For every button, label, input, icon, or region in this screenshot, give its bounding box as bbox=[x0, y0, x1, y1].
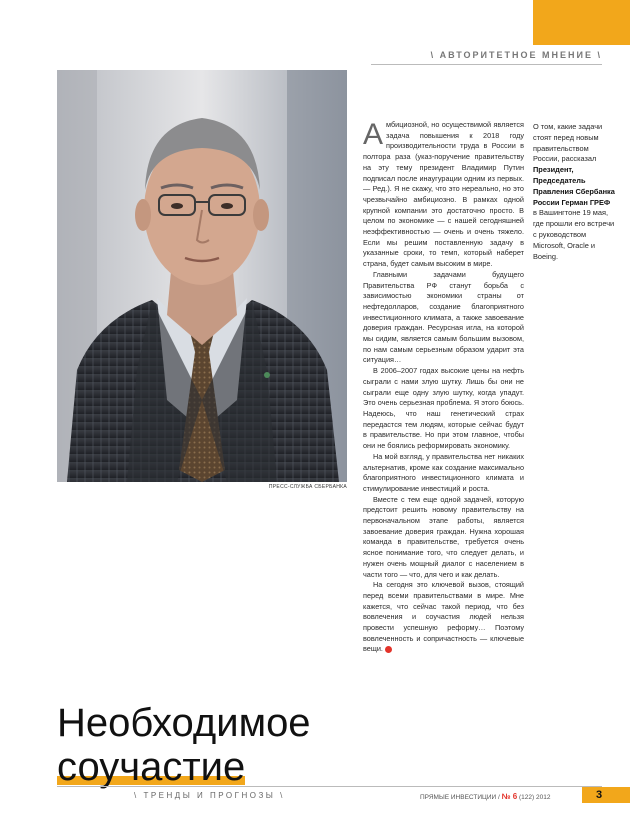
paragraph-3: В 2006–2007 годах высокие цены на нефть сыграли с нами злую шутку. Лишь бы они не сыграли еще одну злую шутку, когда упадут. Это очень серьезная проблема. Я этого боюсь. Надеюсь, что наш генетический страх передастся тем людям, которые сейчас будут в правительстве. Но при этом главное, чтобы они не боялись реформировать экономику. bbox=[363, 366, 524, 451]
paragraph-4: На мой взгляд, у правительства нет никаких альтернатив, кроме как создание максимально благоприятного инвестиционного климата и стимулирование инвестиций и роста. bbox=[363, 451, 524, 493]
intro-speaker: Президент, Председатель Правления Сбербанка России Герман ГРЕФ bbox=[533, 165, 615, 207]
paragraph-6-text: На сегодня это ключевой вызов, стоящий перед всеми правительствами в мире. Мне кажется, что сейчас такой период, что без вовлечения и соучастия людей нельзя провести успешную реформу… Поэтому вовлеченность и сопричастность — ключевые вещи. bbox=[363, 580, 524, 654]
end-of-article-icon bbox=[385, 646, 392, 653]
article-headline bbox=[57, 701, 357, 789]
paragraph-2: Главными задачами будущего Правительства РФ станут борьба с зависимостью экономики страны от нефтедолларов, создание благоприятного инвестиционного климата, а также завоевание доверия граждан. Ресурсная игла, на которой мы сидим, является самым большим вызовом, по нам самым серьезным образом ударит эта ситуация… bbox=[363, 269, 524, 365]
headline-line-1: Необходимое bbox=[57, 700, 311, 745]
headline-line-2: соучастие bbox=[57, 744, 246, 789]
intro-tail: в Вашингтоне 19 мая, где прошли его встречи с руководством Microsoft, Oracle и Boeing. bbox=[533, 208, 615, 261]
paragraph-5: Вместе с тем еще одной задачей, которую предстоит решить новому правительству на первоначальном этапе работы, является завоевание доверия граждан. Нужна хорошая команда в правительстве, требуется очень ясное понимание того, что следует делать, и нужен очень мощный диалог с населением в части того — что, для чего и как делать. bbox=[363, 494, 524, 579]
header-divider bbox=[371, 64, 602, 65]
portrait-illustration bbox=[57, 70, 347, 482]
corner-accent-tab bbox=[533, 0, 630, 45]
intro-lead: О том, какие задачи стоят перед новым правительством России, рассказал bbox=[533, 122, 603, 164]
dropcap: А bbox=[363, 118, 384, 151]
portrait-photo bbox=[57, 70, 347, 482]
article-body bbox=[363, 120, 524, 655]
paragraph-1-text: мбициозной, но осуществимой является задача повышения к 2018 году производительности труда в России в полтора раза (указ-поручение правительству на эту тему президент Владимир Путин подписал после инаугурации одним из первых. — Ред.). Я не скажу, что это нереально, но это чрезвычайно амбициозно. В рамках одной крупной компании это достаточно просто. В целом по экономике — с нашей сегодняшней неэффективностью — очень и очень тяжело. Если мы решим поставленную задачу в указанные сроки, то темп, который наберет страна, будет самым высоким в мире. bbox=[363, 120, 524, 269]
photo-credit: ПРЕСС-СЛУЖБА СБЕРБАНКА bbox=[268, 484, 347, 490]
issue-number: № 6 bbox=[501, 792, 518, 801]
magazine-name: ПРЯМЫЕ ИНВЕСТИЦИИ / bbox=[420, 794, 502, 801]
paragraph-6 bbox=[363, 580, 524, 655]
page-number: 3 bbox=[582, 787, 630, 803]
footer-divider bbox=[57, 786, 602, 787]
footer-section-label: \ ТРЕНДЫ И ПРОГНОЗЫ \ bbox=[134, 791, 285, 800]
paragraph-1 bbox=[363, 120, 524, 270]
sidebar-intro bbox=[533, 122, 615, 262]
footer-magazine-info bbox=[420, 792, 550, 801]
issue-detail: (122) 2012 bbox=[517, 794, 551, 801]
section-header: \ АВТОРИТЕТНОЕ МНЕНИЕ \ bbox=[430, 50, 602, 60]
headline-line-2-wrap bbox=[57, 745, 245, 789]
